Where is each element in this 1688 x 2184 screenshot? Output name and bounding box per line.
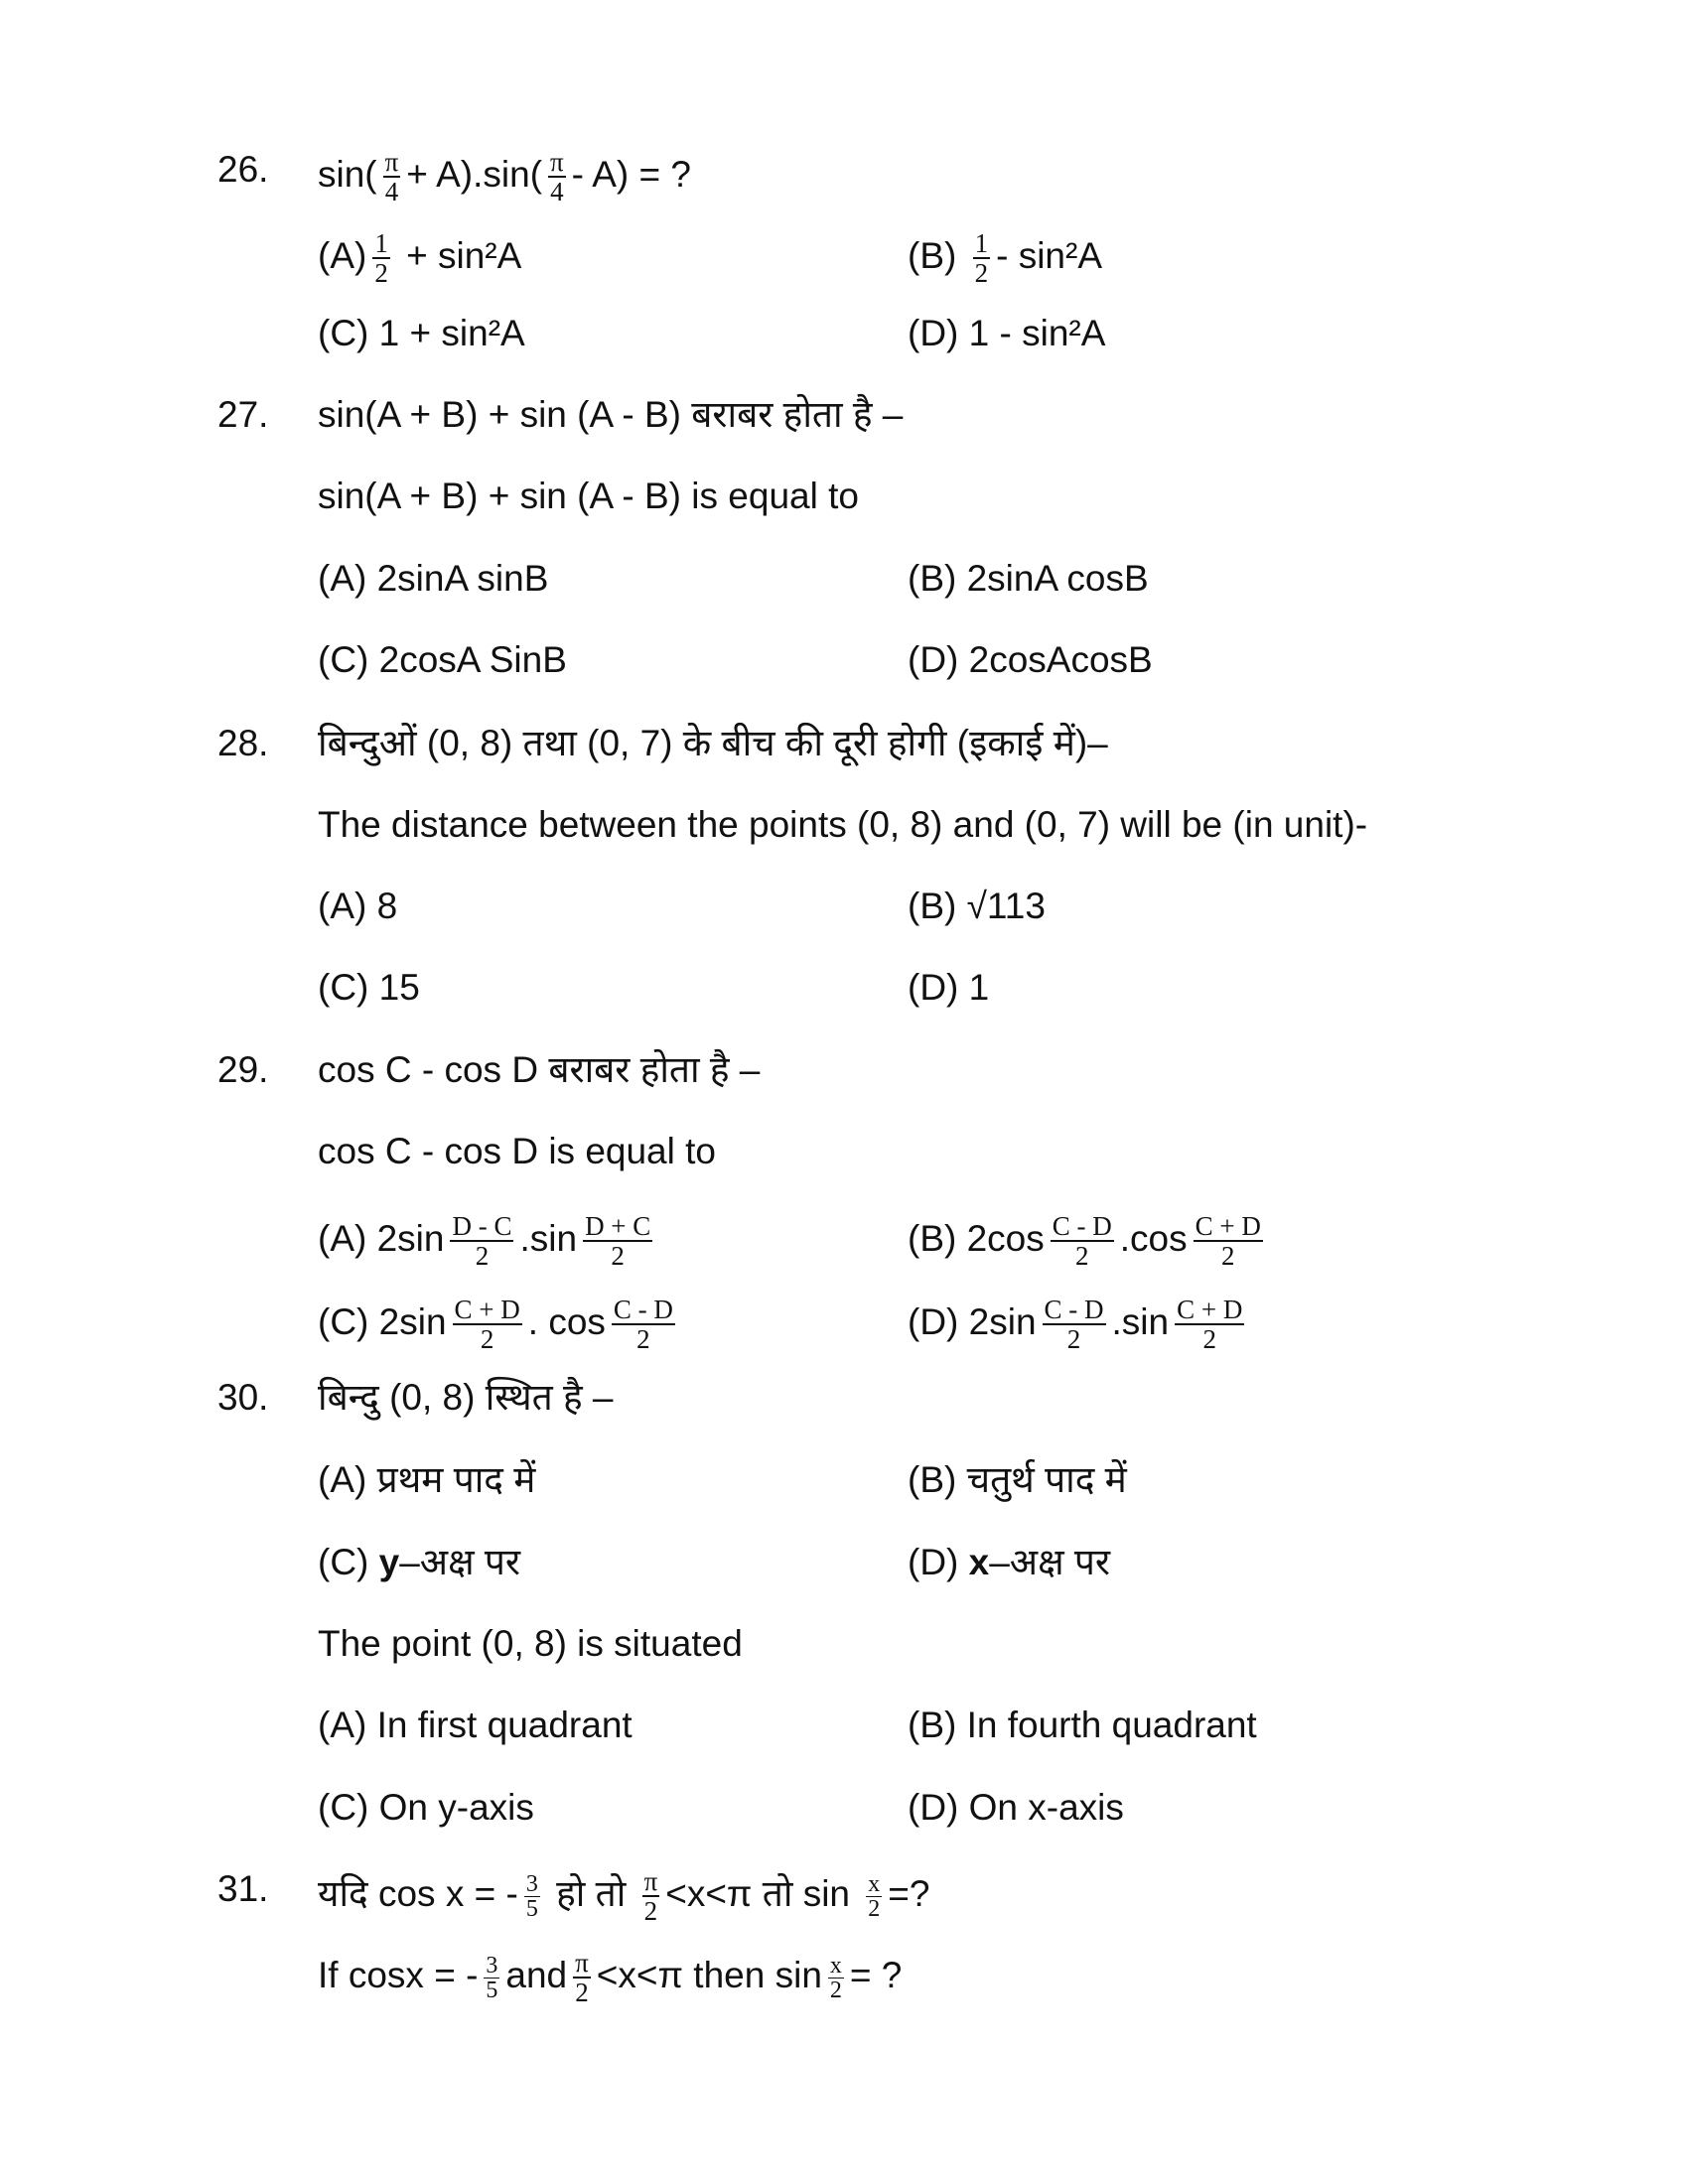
option-label: (D) xyxy=(908,313,959,353)
fraction xyxy=(973,229,991,287)
stem-text: = ? xyxy=(849,1954,903,1995)
option-text: . cos xyxy=(527,1300,606,1342)
fraction xyxy=(1043,1296,1106,1353)
fraction xyxy=(372,229,390,287)
numerator: 3 xyxy=(486,1952,498,1979)
denominator: 2 xyxy=(1066,1324,1081,1354)
denominator: 2 xyxy=(611,1241,625,1271)
stem-text: <x<π तो sin xyxy=(665,1872,850,1914)
fraction xyxy=(548,148,566,205)
fraction xyxy=(453,1296,522,1353)
option-c-hindi xyxy=(318,1541,520,1584)
fraction xyxy=(612,1296,675,1353)
fraction xyxy=(450,1212,513,1270)
numerator: D - C xyxy=(452,1211,512,1241)
numerator: π xyxy=(575,1948,589,1978)
option-a: (A) 8 xyxy=(318,886,398,926)
denominator: 4 xyxy=(384,177,399,206)
denominator: 5 xyxy=(525,1895,538,1922)
stem-text: - A) = ? xyxy=(571,153,691,195)
denominator: 4 xyxy=(550,177,564,206)
option-text: - sin²A xyxy=(996,234,1103,276)
option-d-hindi xyxy=(908,1541,1110,1584)
numerator: C - D xyxy=(1044,1295,1104,1324)
option-b-english: (B) In fourth quadrant xyxy=(908,1705,1257,1745)
denominator: 2 xyxy=(829,1977,842,2003)
option-b: (B) √113 xyxy=(908,886,1046,926)
option-text: –अक्ष पर xyxy=(399,1542,521,1582)
numerator: D + C xyxy=(585,1211,651,1241)
option-a xyxy=(318,228,522,288)
question-number: 29. xyxy=(217,1049,269,1090)
option-c: (C) 15 xyxy=(318,967,420,1008)
option-label: (D) 2sin xyxy=(908,1300,1037,1342)
option-c xyxy=(318,1295,681,1354)
numerator: C + D xyxy=(1195,1211,1261,1241)
option-b-hindi: (B) चतुर्थ पाद में xyxy=(908,1459,1127,1500)
stem-text: =? xyxy=(888,1872,930,1914)
fraction xyxy=(484,1954,499,2002)
option-b: (B) 2sinA cosB xyxy=(908,558,1149,599)
numerator: C + D xyxy=(454,1295,520,1324)
option-d: (D) 2cosAcosB xyxy=(908,639,1153,680)
stem-text: sin( xyxy=(318,153,377,195)
option-label: (A) 2sin xyxy=(318,1217,445,1259)
denominator: 2 xyxy=(636,1324,650,1354)
option-label: (A) xyxy=(318,234,367,276)
option-label: (C) 2sin xyxy=(318,1300,447,1342)
option-d xyxy=(908,312,1105,355)
question-29-stem-hindi: cos C - cos D बराबर होता है – xyxy=(318,1049,761,1090)
question-30-stem-english: The point (0, 8) is situated xyxy=(318,1623,743,1664)
fraction xyxy=(383,148,401,205)
option-text: 1 + sin²A xyxy=(378,313,525,353)
numerator: C - D xyxy=(1052,1211,1112,1241)
option-text: –अक्ष पर xyxy=(989,1542,1111,1582)
denominator: 2 xyxy=(1202,1324,1216,1354)
stem-text: and xyxy=(505,1954,568,1995)
denominator: 2 xyxy=(868,1895,881,1922)
question-number: 30. xyxy=(217,1377,269,1418)
fraction xyxy=(828,1954,844,2002)
fraction xyxy=(583,1212,652,1270)
option-label: (C) xyxy=(318,313,369,353)
question-31-stem-english xyxy=(318,1948,903,2007)
numerator: C - D xyxy=(613,1295,673,1324)
option-c: (C) 2cosA SinB xyxy=(318,639,567,680)
question-number: 27. xyxy=(217,394,269,435)
question-number: 31. xyxy=(217,1868,269,1909)
numerator: x xyxy=(829,1952,842,1979)
denominator: 5 xyxy=(486,1977,498,2003)
question-31-stem-hindi xyxy=(318,1866,930,1926)
option-label: (B) 2cos xyxy=(908,1217,1045,1259)
option-text: + sin²A xyxy=(406,234,522,276)
question-number: 26. xyxy=(217,149,269,190)
numerator: 1 xyxy=(974,228,989,258)
denominator: 2 xyxy=(974,258,989,288)
stem-text: हो तो xyxy=(556,1872,627,1914)
stem-text: यदि cos x = - xyxy=(318,1872,518,1914)
option-a-hindi: (A) प्रथम पाद में xyxy=(318,1459,536,1500)
option-a-english: (A) In first quadrant xyxy=(318,1705,633,1745)
numerator: C + D xyxy=(1177,1295,1243,1324)
fraction xyxy=(573,1949,591,2006)
question-28-stem-english: The distance between the points (0, 8) and (0, 7) will be (in unit)- xyxy=(318,804,1368,845)
option-text: .cos xyxy=(1119,1217,1188,1259)
option-c xyxy=(318,312,525,355)
numerator: π xyxy=(384,147,399,177)
denominator: 2 xyxy=(374,258,388,288)
option-b xyxy=(908,228,1103,288)
option-d xyxy=(908,1295,1250,1354)
option-label: (B) xyxy=(908,234,957,276)
stem-text: + A).sin( xyxy=(406,153,543,195)
fraction xyxy=(642,1867,660,1925)
question-30-stem-hindi: बिन्दु (0, 8) स्थित है – xyxy=(318,1377,614,1418)
denominator: 2 xyxy=(643,1896,658,1926)
option-label: (D) xyxy=(908,1542,959,1582)
axis-letter: y xyxy=(378,1542,400,1582)
fraction xyxy=(1051,1212,1114,1270)
numerator: π xyxy=(550,147,564,177)
option-a: (A) 2sinA sinB xyxy=(318,558,549,599)
denominator: 2 xyxy=(475,1241,490,1271)
option-label: (C) xyxy=(318,1542,369,1582)
question-28-stem-hindi: बिन्दुओं (0, 8) तथा (0, 7) के बीच की दूरी होगी (इकाई में)– xyxy=(318,723,1108,763)
option-text: .sin xyxy=(1111,1300,1170,1342)
denominator: 2 xyxy=(575,1978,589,2007)
question-29-stem-english: cos C - cos D is equal to xyxy=(318,1131,716,1171)
option-text: .sin xyxy=(519,1217,578,1259)
axis-letter: x xyxy=(968,1542,990,1582)
numerator: 1 xyxy=(374,228,388,258)
question-27-stem-hindi: sin(A + B) + sin (A - B) बराबर होता है – xyxy=(318,394,904,435)
denominator: 2 xyxy=(480,1324,494,1354)
option-a xyxy=(318,1211,658,1271)
question-27-stem-english: sin(A + B) + sin (A - B) is equal to xyxy=(318,476,859,516)
fraction xyxy=(1175,1296,1244,1353)
fraction xyxy=(1194,1212,1263,1270)
option-c-english: (C) On y-axis xyxy=(318,1787,534,1828)
question-number: 28. xyxy=(217,723,269,763)
denominator: 2 xyxy=(1075,1241,1089,1271)
option-d-english: (D) On x-axis xyxy=(908,1787,1124,1828)
numerator: x xyxy=(868,1870,881,1897)
stem-text: If cosx = - xyxy=(318,1954,479,1995)
denominator: 2 xyxy=(1220,1241,1235,1271)
option-text: 1 - sin²A xyxy=(968,313,1106,353)
option-d: (D) 1 xyxy=(908,967,990,1008)
question-26-stem xyxy=(318,147,691,206)
stem-text: <x<π then sin xyxy=(596,1954,822,1995)
option-b xyxy=(908,1211,1269,1271)
numerator: 3 xyxy=(525,1870,538,1897)
numerator: π xyxy=(643,1866,658,1896)
fraction xyxy=(866,1872,882,1921)
fraction xyxy=(524,1872,540,1921)
